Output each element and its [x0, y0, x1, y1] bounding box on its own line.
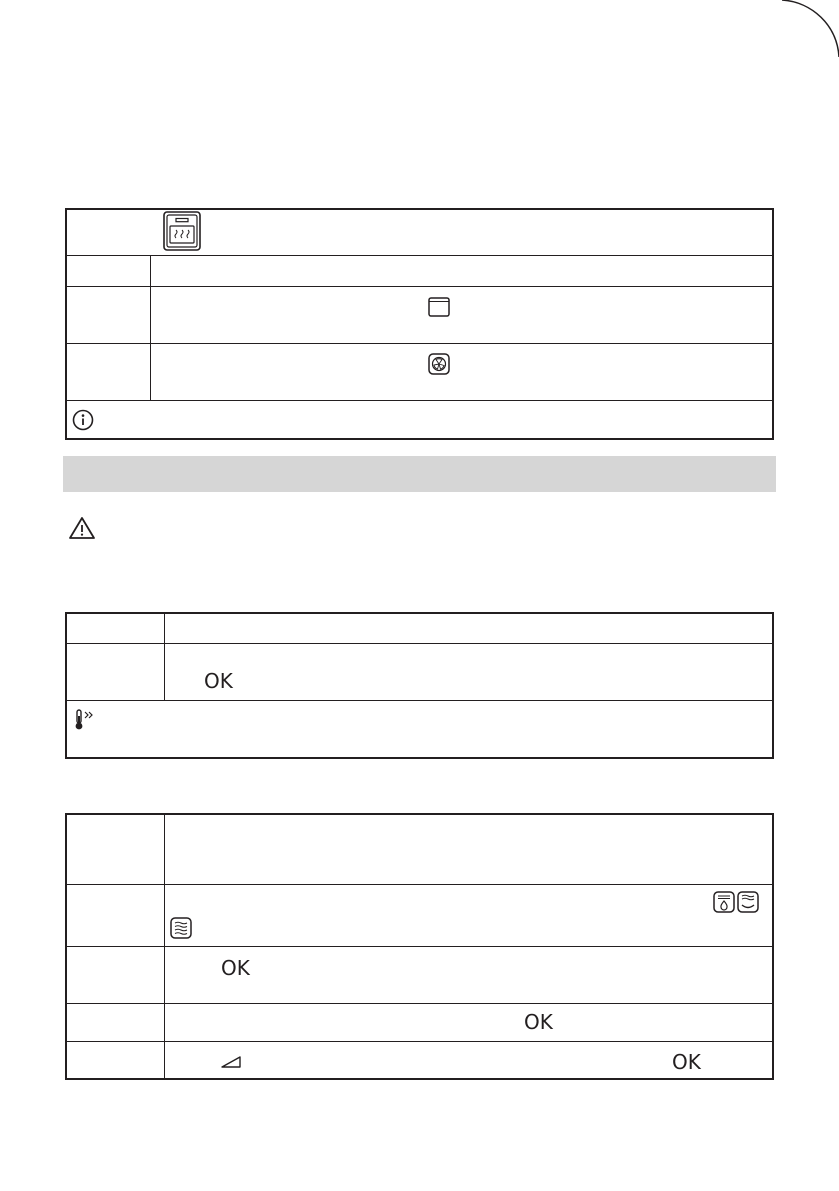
table-row-divider	[66, 1041, 773, 1042]
info-icon	[72, 409, 94, 431]
steam-bake-icon	[737, 891, 759, 913]
ok-button-label: OK	[204, 669, 233, 693]
page-corner-mark	[782, 0, 839, 57]
level-ramp-icon	[221, 1055, 243, 1069]
thermometer-heatup-icon	[73, 709, 95, 731]
table-row-divider	[66, 343, 773, 344]
table-row-divider	[66, 286, 773, 287]
warning-icon	[68, 516, 96, 540]
ok-button-label: OK	[524, 1010, 553, 1034]
section-heading-bar	[63, 456, 776, 492]
oven-window-icon	[428, 297, 450, 317]
table-column-divider	[164, 814, 165, 1079]
table-row-divider	[66, 700, 773, 701]
table-row-divider	[66, 946, 773, 947]
steam-full-icon	[170, 917, 192, 939]
ok-button-label: OK	[672, 1050, 701, 1074]
table-row-divider	[66, 255, 773, 256]
fan-icon	[428, 353, 450, 375]
steps-table-2	[65, 612, 774, 759]
steam-drop-icon	[713, 891, 735, 913]
table-row-divider	[66, 1003, 773, 1004]
table-column-divider	[150, 256, 151, 400]
table-row-divider	[66, 643, 773, 644]
oven-heating-icon	[163, 211, 201, 251]
table-column-divider	[164, 613, 165, 700]
table-row-divider	[66, 884, 773, 885]
ok-button-label: OK	[221, 956, 250, 980]
table-row-divider	[66, 400, 773, 401]
